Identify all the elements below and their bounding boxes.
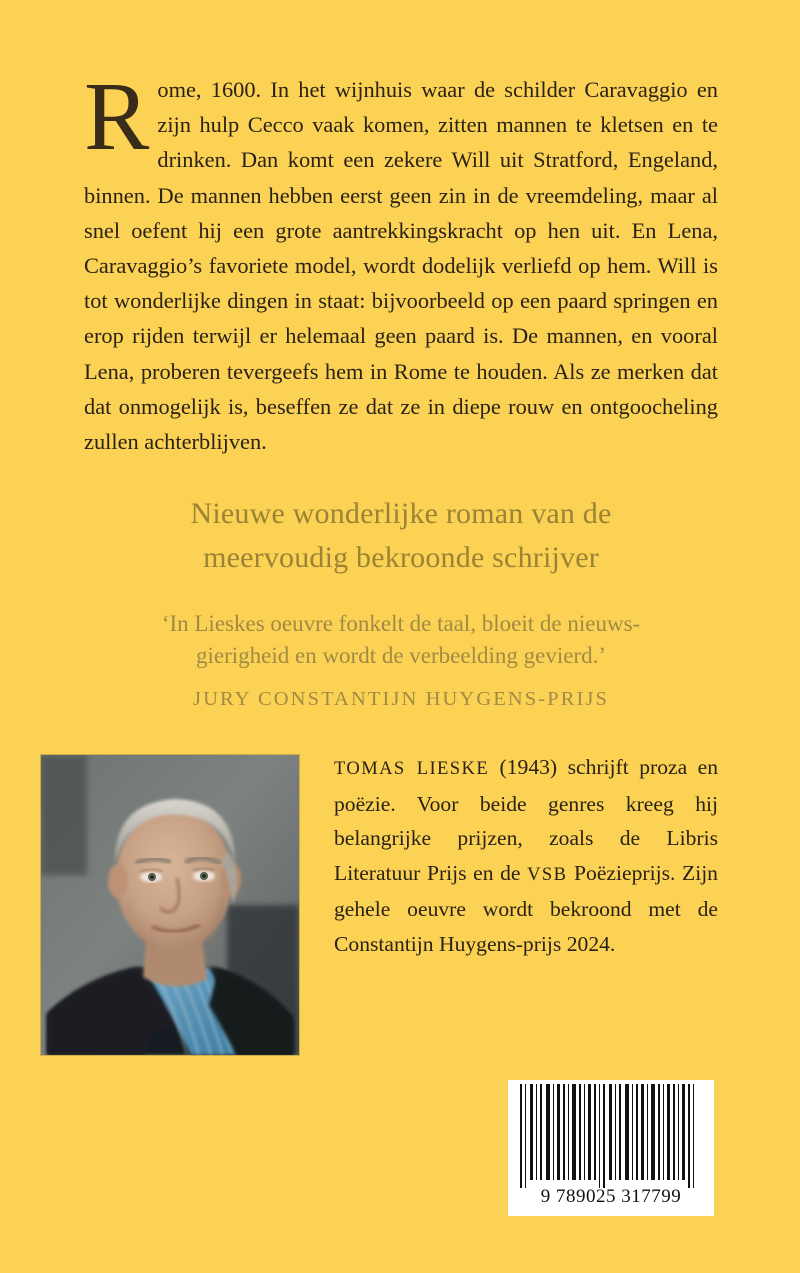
blurb-text: ome, 1600. In het wijnhuis waar de schilder Caravaggio en zijn hulp Cecco vaak komen, zitten mannen te kletsen en te drinken. Dan komt een zekere Will uit Stratford, Engeland, binnen. De mannen hebben eerst geen zin in de vreemdeling, maar al snel oefent hij een grote aantrekkingskracht op hen uit. En Lena, Caravaggio’s favoriete model, wordt dodelijk verliefd op hem. Will is tot wonderlijke dingen in staat: bijvoorbeeld op een paard springen en erop rijden terwijl er helemaal geen paard is. De mannen, en vooral Lena, proberen tevergeefs hem in Rome te houden. Als ze merken dat dat onmogelijk is, beseffen ze dat ze in diepe rouw en ontgoocheling zullen achterblijven. xyxy=(84,77,718,455)
tagline-line-1: Nieuwe wonderlijke roman van de xyxy=(190,497,612,530)
author-photo xyxy=(41,755,299,1055)
quote-line-1: ‘In Lieskes oeuvre fonkelt de taal, bloeit de nieuws- xyxy=(161,611,641,636)
bio-text-part-2: Poëzieprijs. Zijn gehele oeuvre wordt bekroond met de Constantijn Huygens-prijs 2024. xyxy=(334,860,718,956)
review-quote xyxy=(84,608,718,672)
barcode-bars xyxy=(516,1084,706,1188)
tagline xyxy=(84,492,718,580)
author-bio-text xyxy=(334,750,718,961)
author-name: TOMAS LIESKE xyxy=(334,758,490,779)
quote-attribution: JURY CONSTANTIJN HUYGENS-PRIJS xyxy=(193,688,609,710)
tagline-line-2: meervoudig bekroonde schrijver xyxy=(203,541,599,574)
author-birth-year: (1943) xyxy=(499,755,558,779)
quote-line-2: gierigheid en wordt de verbeelding gevierd.’ xyxy=(195,643,606,668)
bio-text-part-1: schrijft proza en poëzie. Voor beide genres kreeg hij belangrijke prijzen, zoals de Libris Literatuur Prijs en de xyxy=(334,755,718,885)
vsb-acronym: VSB xyxy=(527,863,568,885)
author-bio xyxy=(334,750,718,961)
blurb-paragraph xyxy=(84,63,718,459)
isbn-number: 9 789025 317799 xyxy=(540,1186,682,1207)
drop-cap-letter: R xyxy=(84,63,150,171)
author-portrait-image xyxy=(41,755,299,1055)
